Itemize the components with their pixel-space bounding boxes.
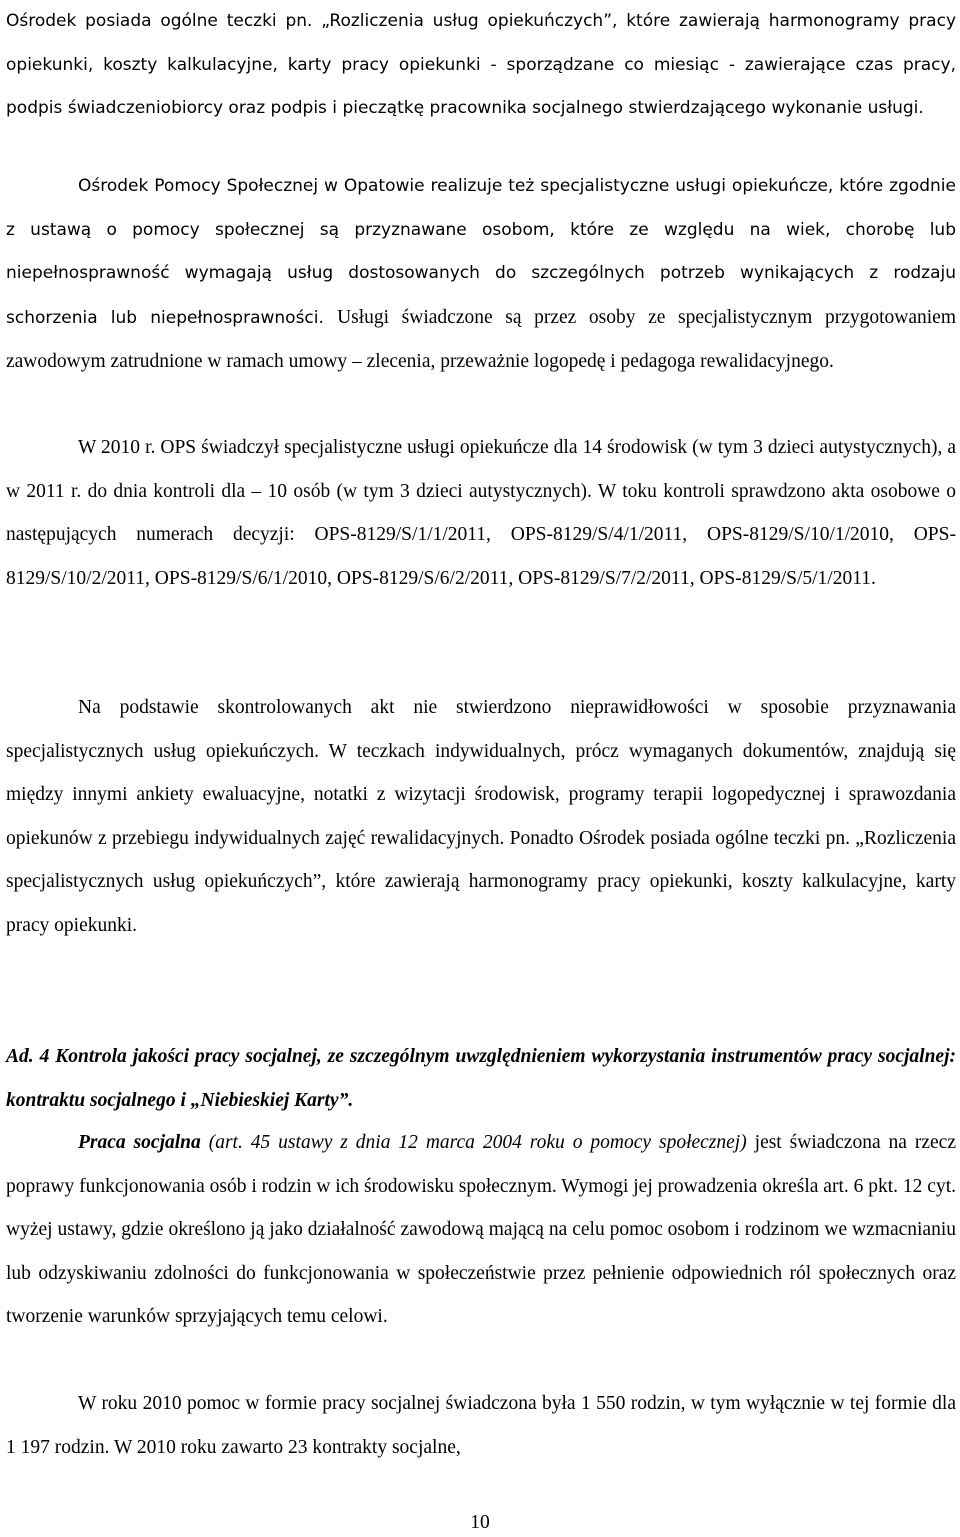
section-heading-ad-4: Ad. 4 Kontrola jakości pracy socjalnej, ze szczególnym uwzględnieniem wykorzystania instrumentów pracy socjalnej: kontraktu socjalnego i „Niebieskiej Karty”. [6, 1046, 956, 1111]
paragraph-rozliczenia-uslug: Ośrodek posiada ogólne teczki pn. „Rozliczenia usług opiekuńczych”, które zawierają harmonogramy pracy opiekunki, koszty kalkulacyjne, karty pracy opiekunki - sporządzane co miesiąc - zawierające czas pracy, podpis świadczeniobiorcy oraz podpis i pieczątkę pracownika socjalnego stwierdzającego wykonanie usługi. [6, 11, 956, 119]
paragraph-specjalistyczne-uslugi [6, 165, 956, 385]
paragraph-na-podstawie [6, 686, 956, 948]
praca-socjalna-text: jest świadczona na rzecz poprawy funkcjonowania osób i rodzin w ich środowisku społecznym. Wymogi jej prowadzenia określa art. 6 pkt. 12 cyt. wyżej ustawy, gdzie określono ją jako działalność zawodową mającą na celu pomoc osobom i rodzinom we wzmacnianiu lub odzyskiwaniu zdolności do funkcjonowania w społeczeństwie przez pełnienie odpowiednich ról społecznych oraz tworzenie warunków sprzyjających temu celowi. [6, 1132, 956, 1328]
paragraph-w-2010-text: W 2010 r. OPS świadczył specjalistyczne usługi opiekuńcze dla 14 środowisk (w tym 3 dzieci autystycznych), a w 2011 r. do dnia kontroli dla – 10 osób (w tym 3 dzieci autystycznych). W toku kontroli sprawdzono akta osobowe o następujących numerach decyzji: OPS-8129/S/1/1/2011, OPS-8129/S/4/1/2011, OPS-8129/S/10/1/2010, OPS-8129/S/10/2/2011, OPS-8129/S/6/1/2010, OPS-8129/S/6/2/2011, OPS-8129/S/7/2/2011, OPS-8129/S/5/1/2011. [6, 437, 956, 589]
praca-socjalna-reference: (art. 45 ustawy z dnia 12 marca 2004 roku o pomocy społecznej) [208, 1132, 747, 1153]
praca-socjalna-lead: Praca socjalna [78, 1132, 201, 1153]
paragraph-specjalistyczne-uslugi-text: Ośrodek Pomocy Społecznej w Opatowie realizuje też specjalistyczne usługi opiekuńcze, które zgodnie z ustawą o pomocy społecznej są przyznawane osobom, które ze względu na wiek, chorobę lub niepełnosprawność wymagają usług dostosowanych do szczególnych potrzeb wynikających z rodzaju schorzenia lub niepełnosprawności. [6, 176, 956, 328]
paragraph-w-2010 [6, 426, 956, 600]
paragraph-w-roku-2010 [6, 1382, 956, 1469]
paragraph-w-roku-2010-text: W roku 2010 pomoc w formie pracy socjalnej świadczona była 1 550 rodzin, w tym wyłącznie w tej formie dla 1 197 rodzin. W 2010 roku zawarto 23 kontrakty socjalne, [6, 1393, 956, 1458]
paragraph-uslugi-swiadczone: Usługi świadczone są przez osoby ze specjalistycznym przygotowaniem zawodowym zatrudnione w ramach umowy – zlecenia, przeważnie logopedę i pedagoga rewalidacyjnego. [6, 306, 956, 373]
page-number: 10 [470, 1512, 490, 1533]
paragraph-praca-socjalna [6, 1121, 956, 1339]
paragraph-na-podstawie-text: Na podstawie skontrolowanych akt nie stwierdzono nieprawidłowości w sposobie przyznawania specjalistycznych usług opiekuńczych. W teczkach indywidualnych, prócz wymaganych dokumentów, znajdują się między innymi ankiety ewaluacyjne, notatki z wizytacji środowisk, programy terapii logopedycznej i sprawozdania opiekunów z przebiegu indywidualnych zajęć rewalidacyjnych. Ponadto Ośrodek posiada ogólne teczki pn. „Rozliczenia specjalistycznych usług opiekuńczych”, które zawierają harmonogramy pracy opiekunki, koszty kalkulacyjne, karty pracy opiekunki. [6, 697, 956, 936]
